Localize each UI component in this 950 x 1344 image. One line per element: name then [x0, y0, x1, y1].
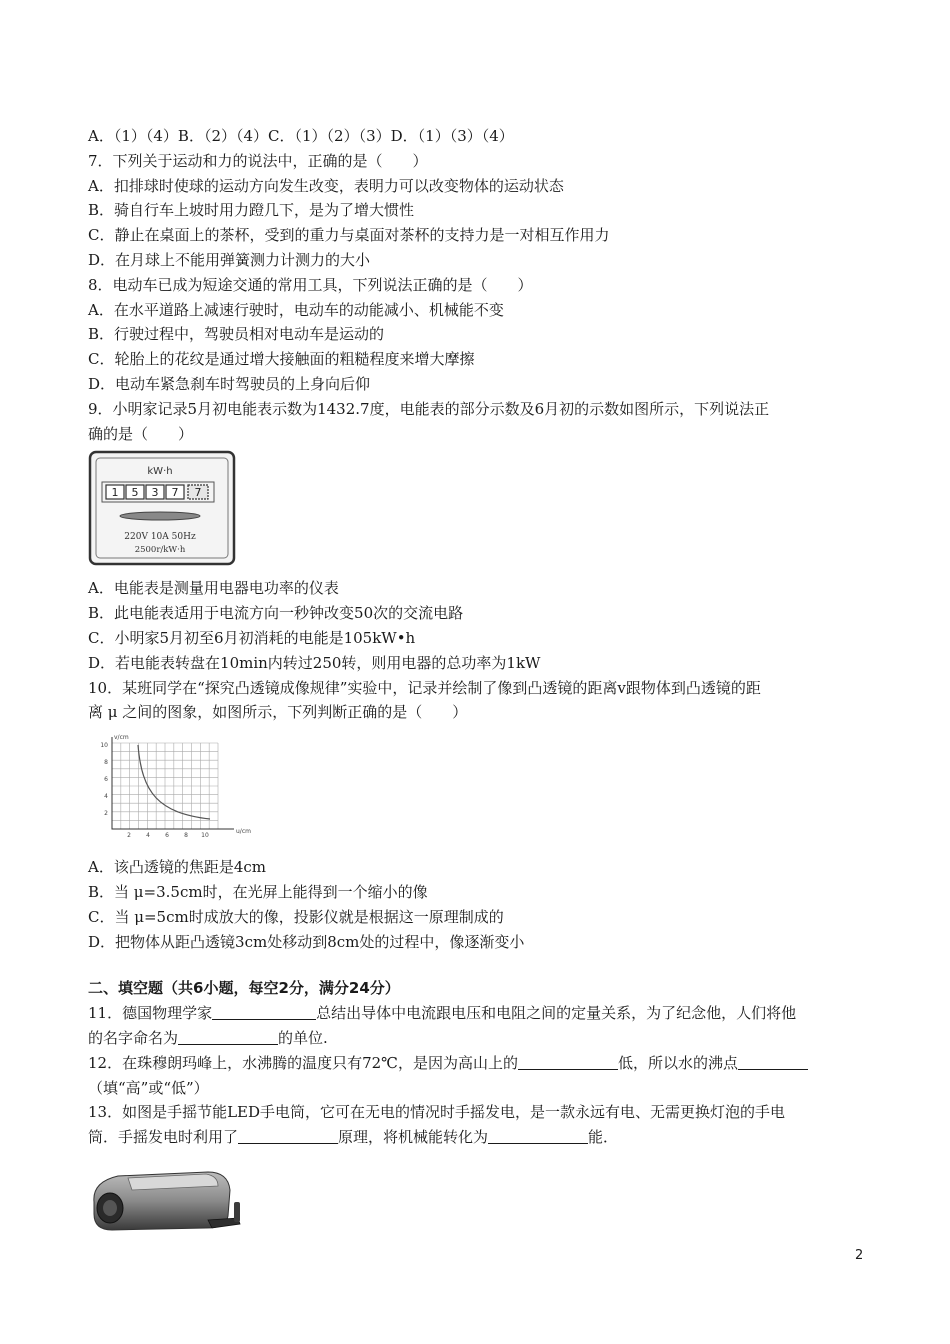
y-tick-label: 4 [104, 793, 108, 801]
y-tick-label: 10 [100, 742, 108, 750]
flashlight-figure [88, 1162, 868, 1240]
q8-option-b: B．行驶过程中，驾驶员相对电动车是运动的 [88, 325, 385, 344]
document-page [88, 124, 868, 1244]
q8-option-c: C．轮胎上的花纹是通过增大接触面的粗糙程度来增大摩擦 [88, 350, 475, 369]
x-tick-label: 2 [127, 832, 131, 840]
q8-option-a: A．在水平道路上减速行驶时，电动车的动能减小、机械能不变 [88, 300, 504, 319]
q10-option-d: D．把物体从距凸透镜3cm处移动到8cm处的过程中，像逐渐变小 [88, 932, 525, 951]
meter-unit-label: kW·h [147, 466, 173, 478]
lens-graph-ylabel: v/cm [114, 734, 129, 742]
x-tick-label: 6 [165, 832, 169, 840]
meter-spec-label: 220V 10A 50Hz [124, 532, 196, 543]
q9-option-d: D．若电能表转盘在10min内转过250转，则用电器的总功率为1kW [88, 653, 541, 672]
meter-digit-1: 1 [111, 486, 119, 500]
lens-graph-xticks [127, 832, 209, 839]
q8-stem: 8．电动车已成为短途交通的常用工具，下列说法正确的是（ ） [88, 275, 533, 294]
q9-stem-line2: 确的是（ ） [88, 424, 194, 443]
q13-blank-1[interactable] [238, 1127, 338, 1144]
q10-option-c: C．当 μ=5cm时成放大的像，投影仪就是根据这一原理制成的 [88, 907, 504, 926]
hand-crank-flashlight-icon [88, 1162, 248, 1236]
q12-text-1: 12．在珠穆朗玛峰上，水沸腾的温度只有72℃，是因为高山上的 [88, 1053, 518, 1072]
meter-digit-5: 7 [194, 486, 202, 500]
q13-line2 [88, 1125, 868, 1150]
y-tick-label: 8 [104, 759, 108, 767]
y-tick-label: 6 [104, 776, 108, 784]
lens-graph [88, 729, 253, 847]
q9-option-c: C．小明家5月初至6月初消耗的电能是105kW•h [88, 628, 416, 647]
q10-option-a: A．该凸透镜的焦距是4cm [88, 858, 267, 877]
q9-stem-line1: 9．小明家记录5月初电能表示数为1432.7度，电能表的部分示数及6月初的示数如图所示，下列说法正 [88, 399, 770, 418]
q13-text-2: 筒．手摇发电时利用了 [88, 1128, 239, 1147]
meter-digit-3: 3 [151, 486, 159, 500]
y-tick-label: 2 [104, 810, 108, 818]
x-tick-label: 8 [184, 832, 188, 840]
q11-text-3: 的名字命名为 [88, 1028, 179, 1047]
q11-blank-2[interactable] [178, 1028, 278, 1045]
lens-graph-figure [88, 729, 868, 851]
x-tick-label: 10 [201, 832, 209, 840]
q7-option-d: D．在月球上不能用弹簧测力计测力的大小 [88, 250, 371, 269]
q13-line1: 13．如图是手摇节能LED手电筒，它可在无电的情况时手摇发电，是一款永远有电、无需更换灯泡的手电 [88, 1103, 786, 1122]
q11-line1 [88, 1001, 868, 1026]
electric-meter-icon [88, 450, 238, 568]
q12-text-2: 低，所以水的沸点 [617, 1053, 738, 1072]
meter-digit-4: 7 [171, 486, 179, 500]
q11-text-4: 的单位. [278, 1028, 328, 1047]
q12-line2: （填“高”或“低”） [88, 1078, 209, 1097]
q11-blank-1[interactable] [212, 1003, 316, 1020]
q13-text-4: 能． [588, 1128, 619, 1147]
q9-option-a: A．电能表是测量用电器电功率的仪表 [88, 579, 339, 598]
meter-digit-2: 5 [131, 486, 139, 500]
lens-graph-yticks [100, 742, 108, 817]
x-tick-label: 4 [146, 832, 150, 840]
lens-graph-xlabel: u/cm [236, 828, 251, 836]
graph-axes [112, 737, 234, 829]
q9-option-b: B．此电能表适用于电流方向一秒钟改变50次的交流电路 [88, 604, 464, 623]
q7-stem: 7．下列关于运动和力的说法中，正确的是（ ） [88, 151, 428, 170]
meter-rev-label: 2500r/kW·h [134, 545, 186, 556]
q13-blank-2[interactable] [488, 1127, 588, 1144]
q13-text-3: 原理，将机械能转化为 [338, 1128, 489, 1147]
q10-stem-line2: 离 μ 之间的图象，如图所示，下列判断正确的是（ ） [88, 703, 468, 722]
q12-blank-1[interactable] [518, 1053, 618, 1070]
electric-meter-figure [88, 450, 868, 572]
q11-text-1: 11．德国物理学家 [88, 1004, 213, 1023]
q11-text-2: 总结出导体中电流跟电压和电阻之间的定量关系，为了纪念他，人们将他 [316, 1004, 797, 1023]
section-2-title: 二、填空题（共6小题，每空2分，满分24分） [88, 979, 400, 998]
q11-line2 [88, 1026, 868, 1051]
q7-option-c: C．静止在桌面上的茶杯，受到的重力与桌面对茶杯的支持力是一对相互作用力 [88, 226, 610, 245]
q10-stem-line1: 10．某班同学在“探究凸透镜成像规律”实验中，记录并绘制了像到凸透镜的距离v跟物体到凸透镜的距 [88, 678, 761, 697]
q7-option-a: A．扣排球时使球的运动方向发生改变，表明力可以改变物体的运动状态 [88, 176, 564, 195]
page-number: 2 [855, 1248, 864, 1263]
q10-option-b: B．当 μ=3.5cm时，在光屏上能得到一个缩小的像 [88, 882, 428, 901]
q12-blank-2[interactable] [738, 1053, 808, 1070]
q12-line1 [88, 1051, 868, 1076]
q8-option-d: D．电动车紧急刹车时驾驶员的上身向后仰 [88, 374, 371, 393]
q7-option-b: B．骑自行车上坡时用力蹬几下，是为了增大惯性 [88, 201, 415, 220]
q6-options: A．（1）（4）B．（2）（4）C．（1）（2）（3）D．（1）（3）（4） [88, 127, 514, 145]
lens-graph-grid [112, 737, 234, 829]
